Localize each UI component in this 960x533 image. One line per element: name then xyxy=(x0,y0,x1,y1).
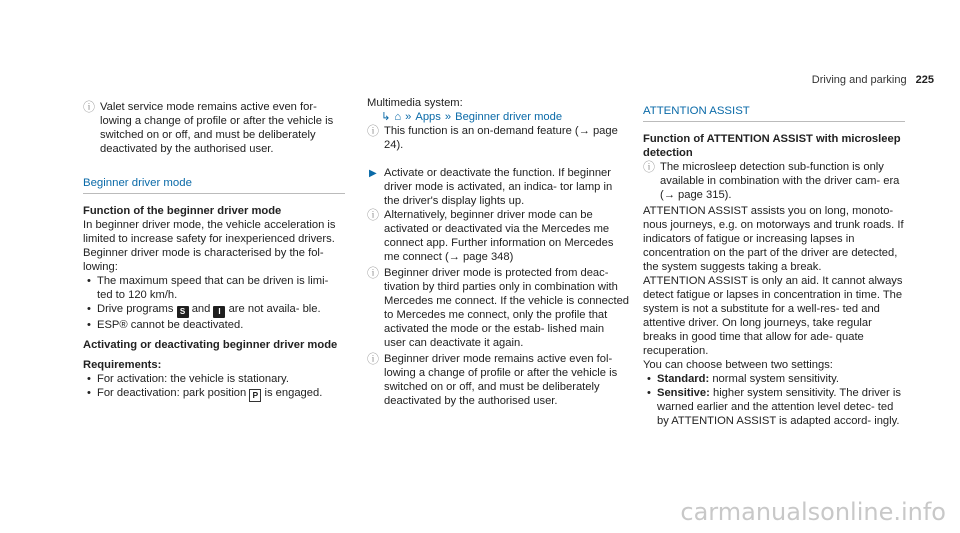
list-item: • For deactivation: park position P is engaged. xyxy=(83,386,345,402)
info-icon: ⓘ xyxy=(367,124,380,138)
function-heading: Function of ATTENTION ASSIST with microsleep detection xyxy=(643,133,901,159)
activate-heading: Activating or deactivating beginner driver mode xyxy=(83,339,338,351)
requirements-list xyxy=(83,372,345,402)
home-icon: ⌂ xyxy=(394,111,402,123)
function-heading: Function of the beginner driver mode xyxy=(83,205,282,217)
arrow-icon: ↳ xyxy=(381,111,391,123)
info-icon: ⓘ xyxy=(83,100,96,114)
page-number: 225 xyxy=(915,74,934,86)
chevron-right-icon: » xyxy=(405,111,412,123)
info-note: ⓘ Valet service mode remains active even for- lowing a change of profile or after the vehicle is switched on or off, and must be deliberately deactivated by the authorised user. xyxy=(83,100,334,155)
characteristics-text: Beginner driver mode is characterised by the fol- lowing: xyxy=(83,247,324,273)
info-note: ⓘ Beginner driver mode is protected from deac- tivation by third parties only in combination with Mercedes me connect. If the vehicle is connected to Mercedes me connect, only the profile that activated the mode or the estab- lished main user can deactivate it again. xyxy=(367,266,630,349)
chevron-right-icon: » xyxy=(444,111,452,123)
section-title: Beginner driver mode xyxy=(83,176,345,194)
header-section: Driving and parking xyxy=(811,74,907,86)
paragraph: You can choose between two settings: xyxy=(643,359,833,371)
info-note: ⓘ Beginner driver mode remains active even fol- lowing a change of profile or after the vehicle is switched on or off, and must be deliberately deactivated by the authorised user. xyxy=(367,352,618,407)
paragraph: ATTENTION ASSIST is only an aid. It cannot always detect fatigue or lapses in concentration in time. The system is not a substitute for a well-res- ted and attentive driver. On long journeys, take regular breaks in good time that allow for ade- quate recuperation. xyxy=(643,275,903,357)
page-header xyxy=(812,73,934,87)
list-item: • Drive programs S and I are not availa- ble. xyxy=(83,302,345,318)
park-position-icon: P xyxy=(249,389,261,402)
watermark: carmanualsonline.info xyxy=(680,498,946,526)
info-icon: ⓘ xyxy=(367,352,380,366)
info-note: ⓘ This function is an on-demand feature (→ page 24). xyxy=(367,124,618,151)
play-arrow-icon: ▶ xyxy=(369,168,377,179)
list-item: • Standard: normal system sensitivity. xyxy=(643,372,905,386)
multimedia-label: Multimedia system: xyxy=(367,97,463,109)
menu-path: ↳ ⌂ » Apps » Beginner driver mode xyxy=(381,111,563,123)
paragraph: ATTENTION ASSIST assists you on long, monoto- nous journeys, e.g. on motorways and trunk roads. If indicators of fatigue or increasing lapses in concentration on the part of the driver are detected, the system suggests taking a break. xyxy=(643,205,904,273)
list-item: • Sensitive: higher system sensitivity. The driver is warned earlier and the attention level detec- ted by ATTENTION ASSIST is adapted accord- ingly. xyxy=(643,386,905,428)
column-left xyxy=(83,100,345,402)
requirements-heading: Requirements: xyxy=(83,359,162,371)
characteristics-list xyxy=(83,274,345,332)
settings-list xyxy=(643,372,905,428)
info-note: ⓘ The microsleep detection sub-function is only available in combination with the driver cam- era (→ page 315). xyxy=(643,160,900,201)
individual-program-icon: I xyxy=(213,306,225,318)
list-item: • ESP® cannot be deactivated. xyxy=(83,318,345,332)
info-note: ⓘ Alternatively, beginner driver mode can be activated or deactivated via the Mercedes me connect app. Further information on Mercedes me connect (→ page 348) xyxy=(367,208,614,263)
action-step: ▶ Activate or deactivate the function. If beginner driver mode is activated, an indica- tor lamp in the driver's display lights up. xyxy=(369,167,613,207)
column-right xyxy=(643,104,905,428)
info-icon: ⓘ xyxy=(367,266,380,280)
section-title: ATTENTION ASSIST xyxy=(643,104,905,122)
column-middle xyxy=(367,96,629,410)
sport-program-icon: S xyxy=(177,306,189,318)
list-item: • The maximum speed that can be driven is limi- ted to 120 km/h. xyxy=(83,274,345,302)
info-icon: ⓘ xyxy=(643,160,656,174)
list-item: • For activation: the vehicle is stationary. xyxy=(83,372,345,386)
function-text: In beginner driver mode, the vehicle acceleration is limited to increase safety for inexperienced drivers. xyxy=(83,219,336,245)
info-icon: ⓘ xyxy=(367,208,380,222)
